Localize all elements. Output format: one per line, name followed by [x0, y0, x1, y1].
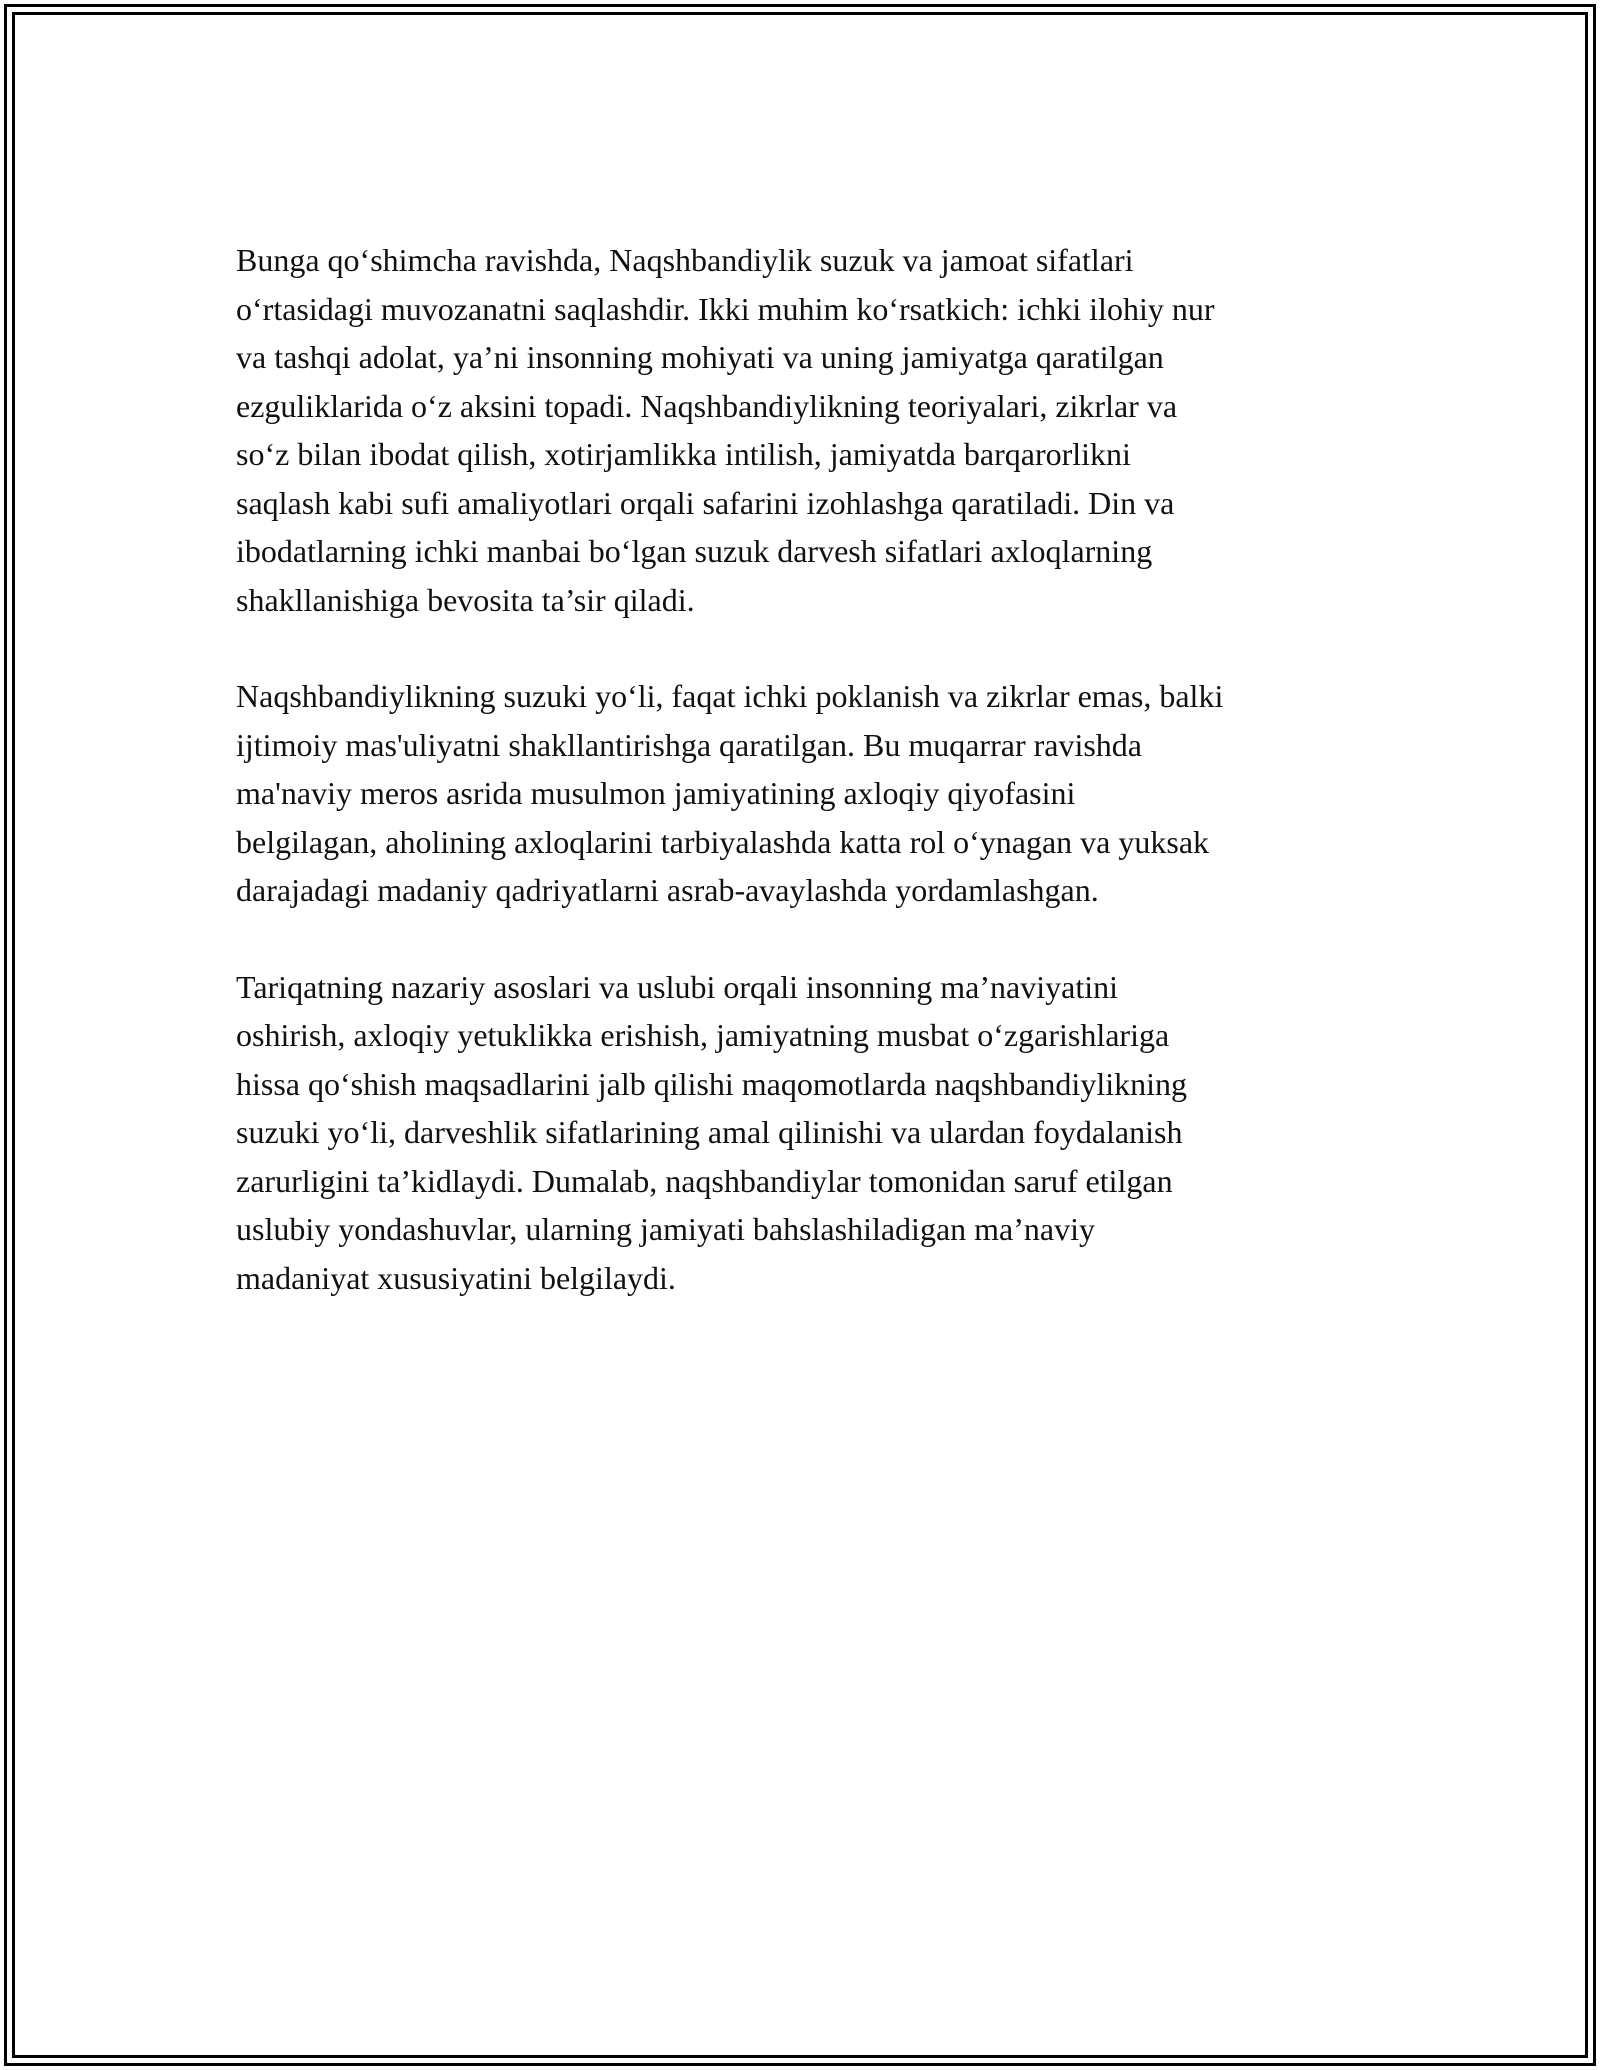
paragraph-2: Naqshbandiylikning suzuki yo‘li, faqat ichki poklanish va zikrlar emas, balki ijtimoiy mas'uliyatni shakllantirishga qaratilgan. Bu muqarrar ravishda ma'naviy meros asrida musulmon jamiyatining axloqiy qiyofasini belgilagan, aholining axloqlarini tarbiyalashda katta rol o‘ynagan va yuksak darajadagi madaniy qadriyatlarni asrab-avaylashda yordamlashgan.: [236, 678, 1224, 908]
document-body: [236, 236, 1386, 1350]
paragraph-1: Bunga qo‘shimcha ravishda, Naqshbandiylik suzuk va jamoat sifatlari o‘rtasidagi muvozanatni saqlashdir. Ikki muhim ko‘rsatkich: ichki ilohiy nur va tashqi adolat, ya’ni insonning mohiyati va uning jamiyatga qaratilgan ezguliklarida o‘z aksini topadi. Naqshbandiylikning teoriyalari, zikrlar va so‘z bilan ibodat qilish, xotirjamlikka intilish, jamiyatda barqarorlikni saqlash kabi sufi amaliyotlari orqali safarini izohlashga qaratiladi. Din va ibodatlarning ichki manbai bo‘lgan suzuk darvesh sifatlari axloqlarning shakllanishiga bevosita ta’sir qiladi.: [236, 242, 1215, 618]
paragraph-3: Tariqatning nazariy asoslari va uslubi orqali insonning ma’naviyatini oshirish, axloqiy yetuklikka erishish, jamiyatning musbat o‘zgarishlariga hissa qo‘shish maqsadlarini jalb qilishi maqomotlarda naqshbandiylikning suzuki yo‘li, darveshlik sifatlarining amal qilinishi va ulardan foydalanish zarurligini ta’kidlaydi. Dumalab, naqshbandiylar tomonidan saruf etilgan uslubiy yondashuvlar, ularning jamiyati bahslashiladigan ma’naviy madaniyat xususiyatini belgilaydi.: [236, 968, 1187, 1296]
